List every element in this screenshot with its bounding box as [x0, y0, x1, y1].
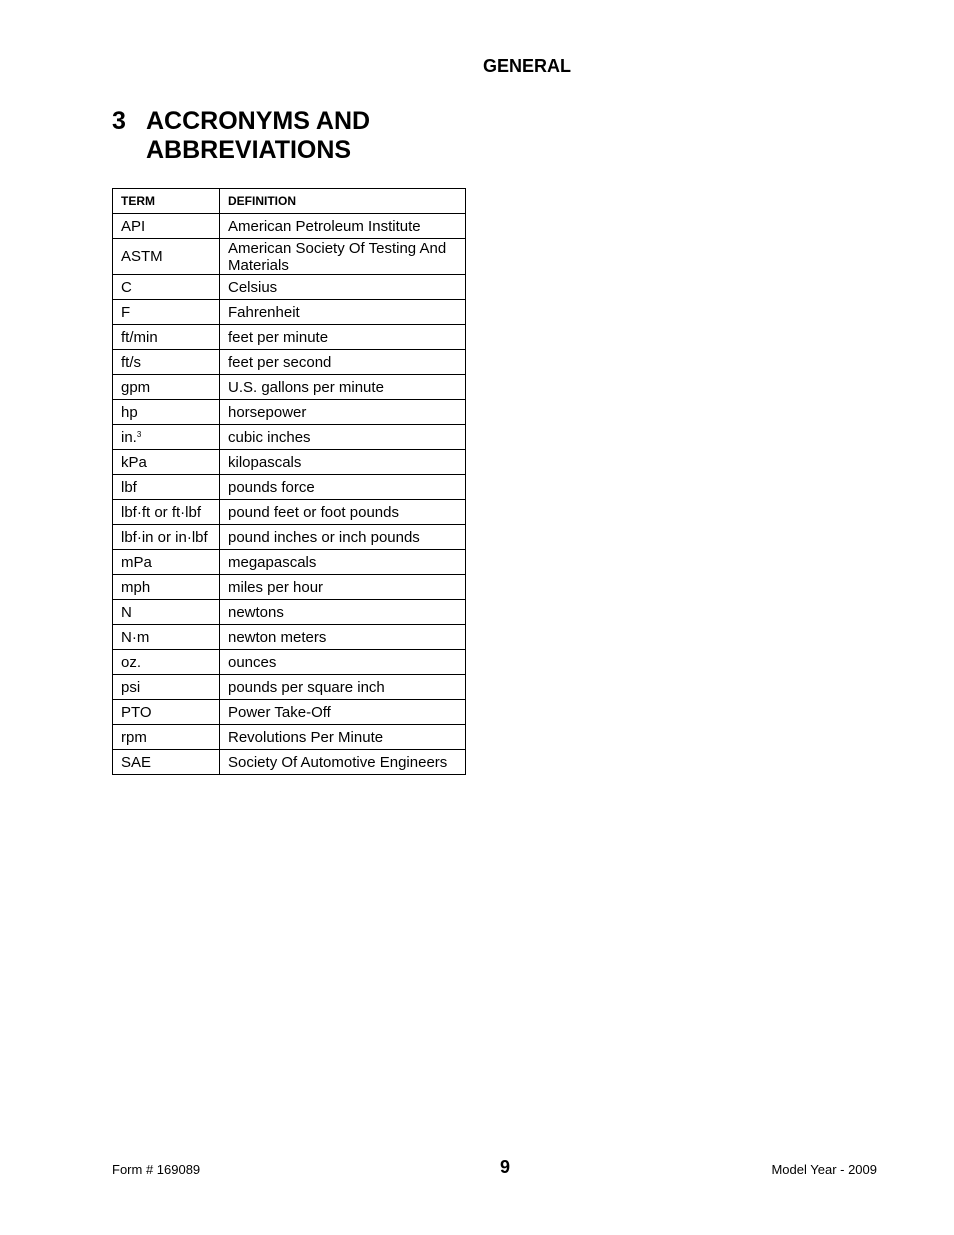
term-cell [113, 500, 220, 525]
term-cell [113, 575, 220, 600]
term-cell [113, 425, 220, 450]
column-header-term: TERM [113, 189, 220, 214]
term-text: PTO [121, 703, 152, 721]
table-row [113, 525, 466, 550]
definition-cell: newton meters [220, 625, 466, 650]
term-cell [113, 300, 220, 325]
model-year: Model Year - 2009 [771, 1162, 877, 1177]
term-text: API [121, 217, 146, 235]
term-text: C [121, 278, 132, 296]
term-text: SAE [121, 753, 152, 771]
definition-cell: Fahrenheit [220, 300, 466, 325]
term-text: N [121, 603, 132, 621]
definition-cell: U.S. gallons per minute [220, 375, 466, 400]
term-cell [113, 450, 220, 475]
page-header: GENERAL [482, 56, 571, 76]
definition-cell: feet per second [220, 350, 466, 375]
term-text: N·m [121, 628, 150, 646]
definition-cell: Society Of Automotive Engineers [220, 750, 466, 775]
table-row [113, 325, 466, 350]
table-row [113, 700, 466, 725]
term-text: lbf·ft or ft·lbf [121, 503, 202, 521]
acronyms-table [112, 188, 466, 775]
term-text: mPa [121, 553, 152, 571]
definition-cell: pounds force [220, 475, 466, 500]
definition-cell: newtons [220, 600, 466, 625]
table-row [113, 350, 466, 375]
term-cell [113, 239, 220, 275]
table-header-row [113, 189, 466, 214]
term-text: lbf [121, 478, 137, 496]
table-row [113, 750, 466, 775]
term-text: kPa [121, 453, 147, 471]
table-row [113, 475, 466, 500]
column-header-definition: DEFINITION [220, 189, 466, 214]
term-text: F [121, 303, 131, 321]
term-cell [113, 400, 220, 425]
table-row [113, 214, 466, 239]
term-cell [113, 475, 220, 500]
term-cell [113, 275, 220, 300]
term-cell [113, 375, 220, 400]
definition-cell: pound inches or inch pounds [220, 525, 466, 550]
form-number: Form # 169089 [112, 1162, 201, 1177]
term-text: ft/min [121, 328, 158, 346]
term-text: mph [121, 578, 151, 596]
term-text: psi [121, 678, 141, 696]
term-cell [113, 325, 220, 350]
definition-cell: kilopascals [220, 450, 466, 475]
term-cell [113, 214, 220, 239]
table-row [113, 450, 466, 475]
table-row [113, 375, 466, 400]
table-row [113, 625, 466, 650]
table-row [113, 725, 466, 750]
section-heading [112, 107, 446, 165]
definition-cell: feet per minute [220, 325, 466, 350]
definition-cell: Revolutions Per Minute [220, 725, 466, 750]
term-cell [113, 625, 220, 650]
table-row [113, 575, 466, 600]
table-row [113, 400, 466, 425]
table-row [113, 675, 466, 700]
definition-cell: cubic inches [220, 425, 466, 450]
table-row [113, 275, 466, 300]
definition-cell: American Society Of Testing And Materials [220, 239, 466, 275]
definition-cell: Celsius [220, 275, 466, 300]
table-row [113, 425, 466, 450]
definition-cell: megapascals [220, 550, 466, 575]
term-text: lbf·in or in·lbf [121, 528, 208, 546]
table-body [113, 214, 466, 775]
term-text: in. [121, 428, 137, 446]
definition-cell: pounds per square inch [220, 675, 466, 700]
definition-cell: ounces [220, 650, 466, 675]
section-title: ACCRONYMS AND ABBREVIATIONS [146, 107, 371, 164]
table-row [113, 600, 466, 625]
definition-cell: Power Take-Off [220, 700, 466, 725]
term-text: rpm [121, 728, 147, 746]
definition-cell: horsepower [220, 400, 466, 425]
term-cell [113, 550, 220, 575]
term-text: hp [121, 403, 138, 421]
term-cell [113, 750, 220, 775]
term-cell [113, 600, 220, 625]
section-number: 3 [112, 107, 126, 135]
table-row [113, 300, 466, 325]
table-row [113, 239, 466, 275]
table-row [113, 650, 466, 675]
definition-cell: American Petroleum Institute [220, 214, 466, 239]
term-cell [113, 525, 220, 550]
term-text: ASTM [121, 248, 163, 265]
table-row [113, 500, 466, 525]
definition-cell: pound feet or foot pounds [220, 500, 466, 525]
page-number: 9 [499, 1157, 510, 1177]
term-superscript: 3 [136, 429, 142, 439]
term-cell [113, 350, 220, 375]
term-text: oz. [121, 653, 142, 671]
term-cell [113, 650, 220, 675]
term-text: ft/s [121, 353, 142, 371]
term-cell [113, 725, 220, 750]
term-text: gpm [121, 378, 151, 396]
term-cell [113, 700, 220, 725]
definition-cell: miles per hour [220, 575, 466, 600]
table-row [113, 550, 466, 575]
term-cell [113, 675, 220, 700]
